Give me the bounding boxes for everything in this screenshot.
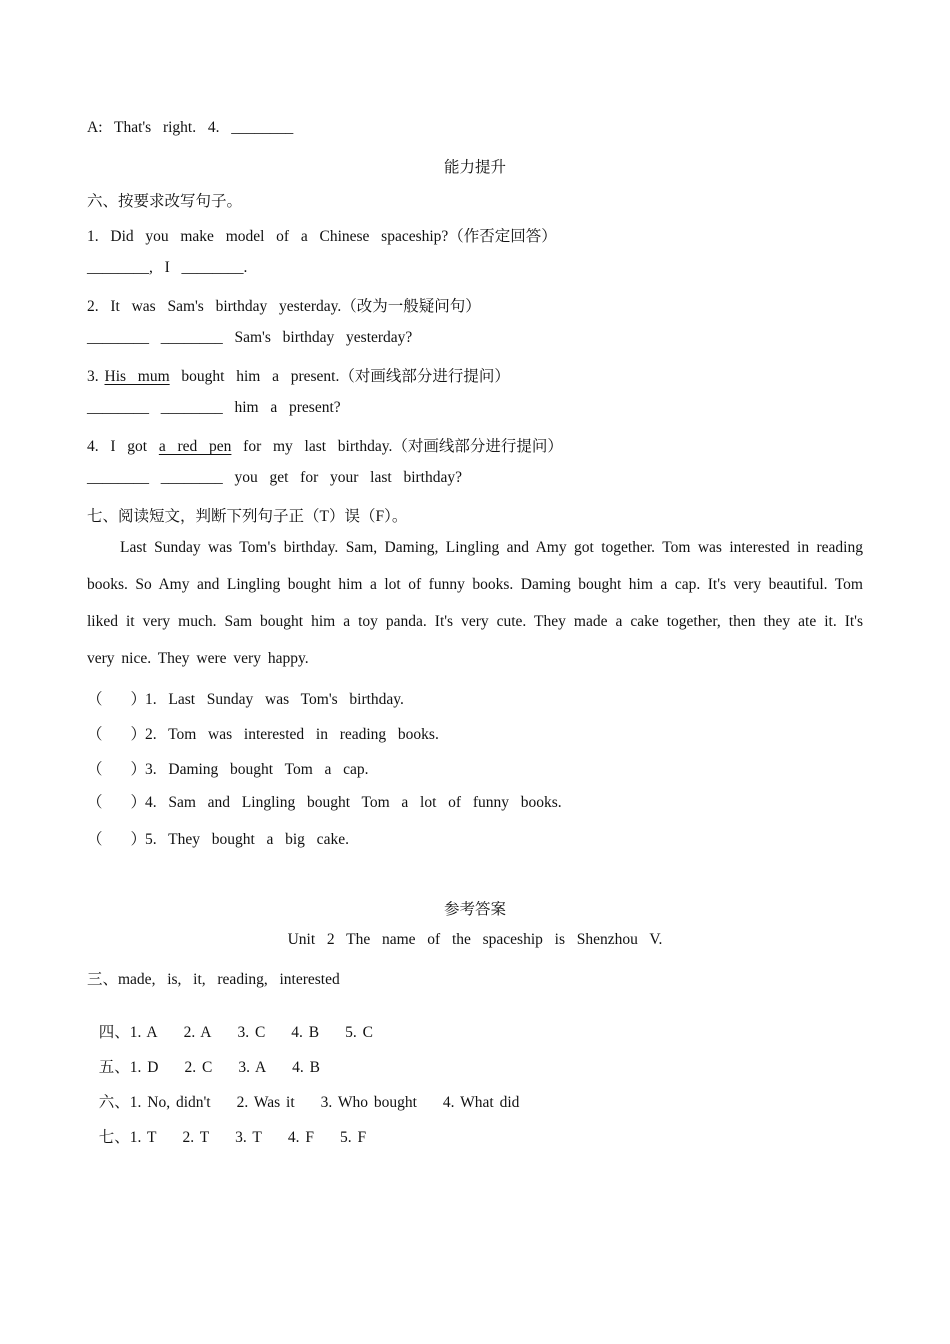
answer-item: 4. B (291, 1024, 320, 1041)
question-rest: for my last birthday.（对画线部分进行提问） (231, 438, 563, 455)
part6-question-4 (87, 434, 563, 456)
answer-item: 4. What did (442, 1094, 520, 1111)
answer-row-7 (87, 1107, 392, 1147)
answer-row-3: 三、made, is, it, reading, interested (87, 971, 340, 988)
part6-answer-blank-4: ________ ________ you get for your last birthday? (87, 469, 462, 486)
unit-title: Unit 2 The name of the spaceship is Shenzhou V. (287, 931, 663, 948)
answer-item: 2. A (183, 1024, 212, 1041)
answer-bracket: （ ） (87, 726, 147, 743)
question-number: 3. (87, 368, 105, 385)
row-label: 四、 (98, 1024, 130, 1041)
answer-item: 3. C (237, 1024, 266, 1041)
answer-item: 3. T (235, 1129, 262, 1146)
tf-statement: 5. They bought a big cake. (145, 831, 349, 848)
answer-item: 5. F (340, 1129, 367, 1146)
answer-item: 1. A (129, 1024, 158, 1041)
section-title-improvement: 能力提升 (443, 159, 506, 176)
answer-row-4 (87, 1002, 399, 1042)
tf-item-2 (87, 722, 439, 744)
answer-bracket: （ ） (87, 761, 147, 778)
tf-statement: 3. Daming bought Tom a cap. (145, 761, 369, 778)
answer-item: 2. C (184, 1059, 213, 1076)
answer-item: 1. T (129, 1129, 157, 1146)
answer-item: 5. C (345, 1024, 373, 1041)
reading-passage: Last Sunday was Tom's birthday. Sam, Daming, Lingling and Amy got together. Tom was interested in reading books. So Amy and Lingling bought him a lot of funny books. Daming bought him a cap. It's very beautiful. Tom liked it very much. Sam bought him a toy panda. It's very cute. They made a cake together, then they ate it. It's very nice. They were very happy. (87, 539, 863, 667)
part6-answer-blank-2: ________ ________ Sam's birthday yesterday? (87, 329, 413, 346)
answer-key-title: 参考答案 (443, 901, 506, 918)
row-label: 六、 (98, 1094, 130, 1111)
row-label: 五、 (98, 1059, 130, 1076)
underlined-phrase: His mum (104, 368, 170, 385)
dialogue-line: A: That's right. 4. ________ (87, 119, 294, 136)
answer-item: 4. B (292, 1059, 320, 1076)
tf-statement: 1. Last Sunday was Tom's birthday. (145, 691, 404, 708)
answer-item: 3. Who bought (320, 1094, 417, 1111)
answer-bracket: （ ） (87, 794, 147, 811)
part6-question-2: 2. It was Sam's birthday yesterday.（改为一般疑问句） (87, 298, 481, 315)
tf-statement: 2. Tom was interested in reading books. (145, 726, 439, 743)
tf-item-1 (87, 687, 404, 709)
part6-answer-blank-3: ________ ________ him a present? (87, 399, 341, 416)
part6-question-3 (87, 364, 510, 386)
tf-item-3 (87, 757, 369, 779)
answer-item: 1. D (129, 1059, 159, 1076)
tf-item-4 (87, 790, 562, 812)
answer-item: 2. Was it (236, 1094, 295, 1111)
answer-item: 1. No, didn't (129, 1094, 211, 1111)
tf-statement: 4. Sam and Lingling bought Tom a lot of funny books. (145, 794, 562, 811)
answer-bracket: （ ） (87, 691, 147, 708)
answer-item: 2. T (182, 1129, 210, 1146)
answer-row-6 (87, 1072, 545, 1112)
answer-bracket: （ ） (87, 831, 147, 848)
answer-item: 4. F (287, 1129, 314, 1146)
question-rest: bought him a present.（对画线部分进行提问） (169, 368, 510, 385)
part6-question-1: 1. Did you make model of a Chinese spaceship?（作否定回答） (87, 228, 557, 245)
underlined-phrase: a red pen (158, 438, 232, 455)
answer-row-5 (87, 1037, 346, 1077)
part6-heading: 六、按要求改写句子。 (87, 193, 243, 210)
part7-heading: 七、阅读短文，判断下列句子正（T）误（F）。 (87, 508, 408, 525)
part6-answer-blank-1: ________, I ________. (87, 259, 248, 276)
row-label: 七、 (98, 1129, 130, 1146)
answer-item: 3. A (238, 1059, 267, 1076)
tf-item-5 (87, 827, 349, 849)
question-prefix: 4. I got (87, 438, 159, 455)
